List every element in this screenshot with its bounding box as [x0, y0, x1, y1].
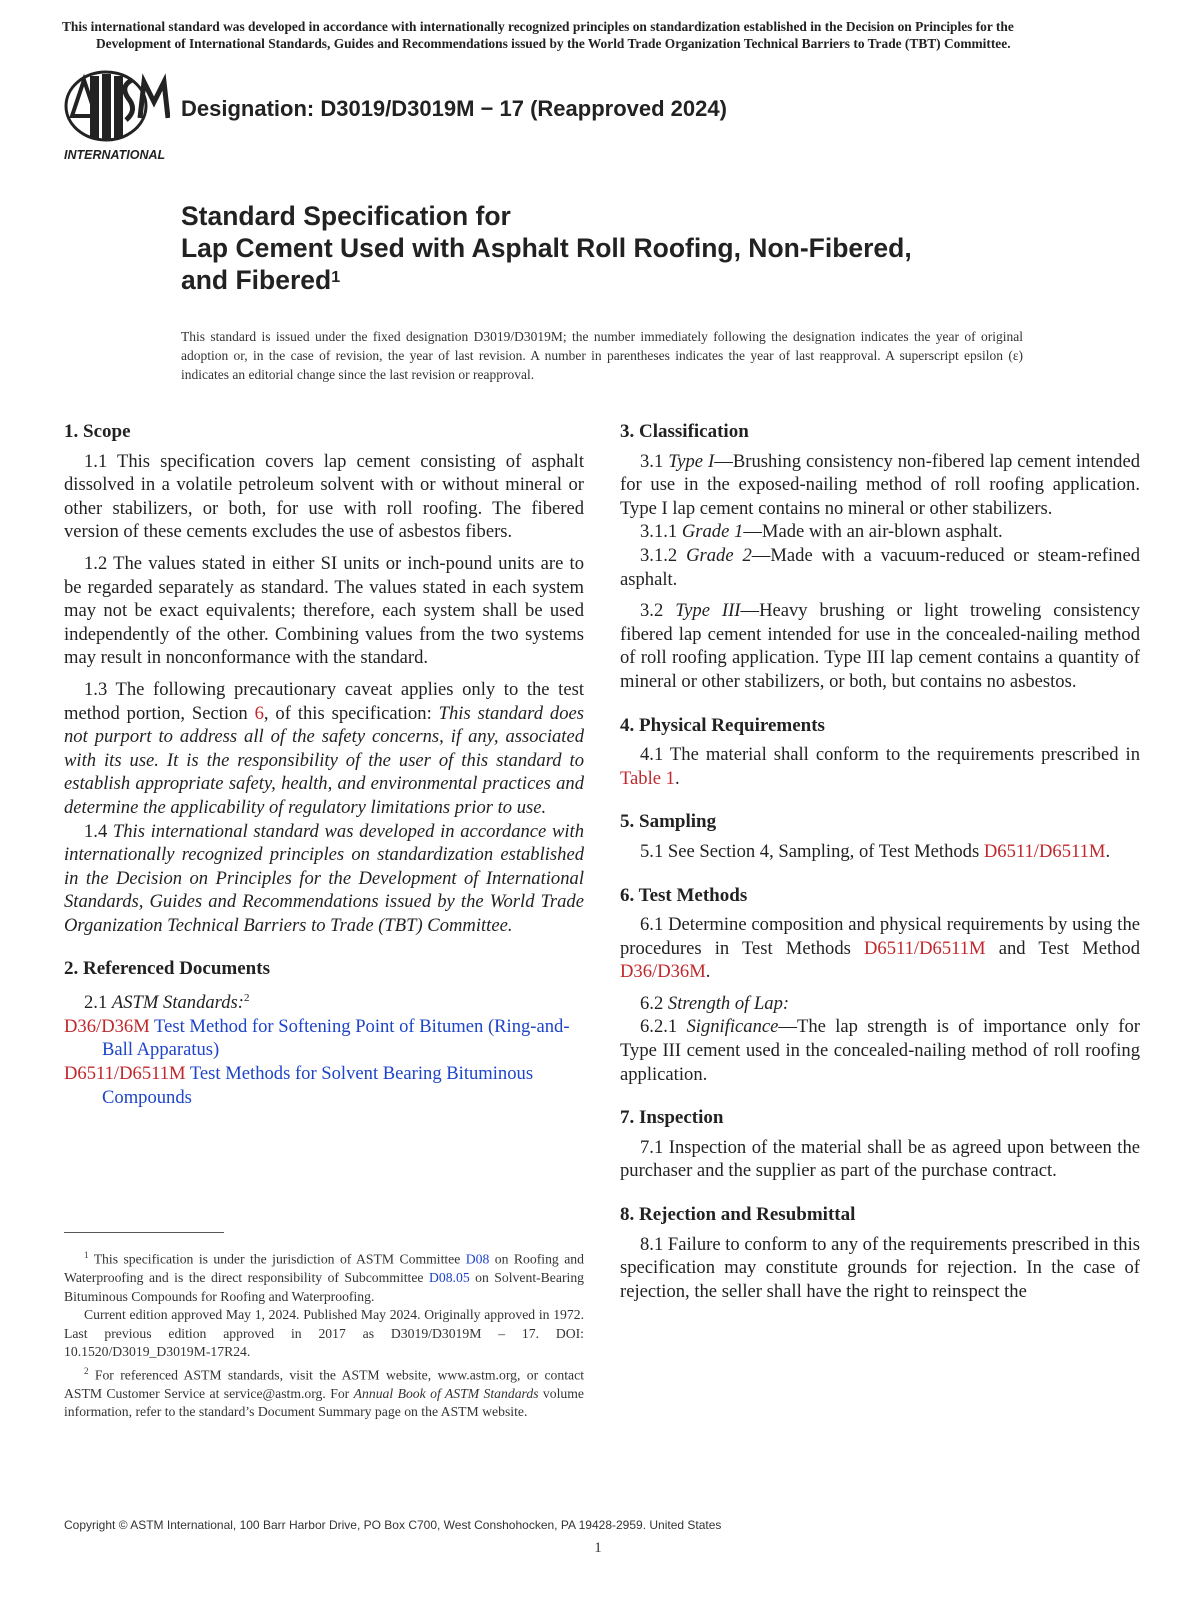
significance-label: Significance	[686, 1016, 779, 1038]
footnote-1-current-edition: Current edition approved May 1, 2024. Published May 2024. Originally approved in 1972. Last previous edition approved in 2017 as D3019/D3019M – 17. DOI: 10.1520/D3019_D3019M-17R24.	[64, 1307, 584, 1360]
astm-logo-icon	[62, 68, 170, 166]
footnote-2-text2: volume information, refer to the standard’s Document Summary page on the ASTM website.	[64, 1385, 584, 1420]
paragraph-3-1-1	[620, 520, 1140, 544]
grade-2-label: Grade 2	[686, 544, 752, 566]
wto-statement: This international standard was developed in accordance with internationally recognized principles on standardization established in the Decision on Principles for the Development of International Standards, Guides and Recommendations issued by the World Trade Organization Technical Barriers to Trade (TBT) Committee.	[64, 820, 585, 936]
document-title	[181, 200, 912, 296]
paragraph-1-4	[64, 820, 584, 938]
top-note	[62, 19, 1138, 52]
paragraph-6-2-1	[620, 1015, 1140, 1086]
footnote-1-text3: on Solvent-Bearing Bituminous Compounds for Roofing and Waterproofing.	[64, 1270, 585, 1304]
astm-logo	[62, 68, 170, 166]
right-column	[620, 420, 1140, 1303]
type-1-label: Type I	[668, 450, 715, 472]
footnote-mark-2: 2	[243, 992, 250, 1005]
title-line3: and Fibered	[181, 265, 332, 295]
d6511-link-2[interactable]: D6511/D6511M	[864, 937, 986, 959]
reference-d36-title[interactable]: Test Method for Softening Point of Bitumen (Ring-and-Ball Apparatus)	[102, 1015, 570, 1061]
astm-standards-label: ASTM Standards:	[111, 992, 244, 1014]
paragraph-6-1-text: 6.1 Determine composition and physical requirements by using the procedures in Test Methods	[620, 914, 1140, 959]
paragraph-3-1-2	[620, 544, 1140, 591]
section-heading-classification: 3. Classification	[620, 421, 749, 442]
designation: Designation: D3019/D3019M − 17 (Reapproved 2024)	[181, 96, 727, 121]
d36-link[interactable]: D36/D36M	[620, 961, 706, 983]
footnotes	[64, 1246, 584, 1422]
annual-book-title: Annual Book of ASTM Standards	[353, 1385, 539, 1401]
paragraph-3-1-1-num: 3.1.1	[640, 521, 682, 543]
section-heading-rejection: 8. Rejection and Resubmittal	[620, 1204, 856, 1226]
paragraph-4-1-end: .	[674, 767, 680, 789]
paragraph-2-1	[64, 987, 584, 1015]
title-line1: Standard Specification for	[181, 201, 511, 231]
paragraph-6-2-1-text: —The lap strength is of importance only for Type III cement used in the concealed-nailing method of roll roofing application.	[620, 1016, 1140, 1085]
subcommittee-d08-05-link[interactable]: D08.05	[428, 1270, 470, 1286]
paragraph-2-1-num: 2.1	[84, 992, 112, 1014]
title-line2: Lap Cement Used with Asphalt Roll Roofing, Non-Fibered,	[181, 233, 912, 263]
footnote-2-mark: 2	[84, 1365, 89, 1376]
footnote-1	[64, 1246, 584, 1306]
section-heading-referenced: 2. Referenced Documents	[64, 958, 270, 980]
paragraph-1-4-num: 1.4	[84, 820, 113, 842]
reference-d36[interactable]	[64, 1015, 584, 1062]
paragraph-6-2-1-num: 6.2.1	[640, 1016, 687, 1038]
paragraph-8-1: 8.1 Failure to conform to any of the requirements prescribed in this specification may constitute grounds for rejection. In the case of rejection, the seller shall have the right to reinspect the	[620, 1233, 1140, 1302]
logo-label: INTERNATIONAL	[64, 148, 166, 162]
paragraph-4-1	[620, 743, 1140, 790]
d6511-link[interactable]: D6511/D6511M	[983, 840, 1106, 862]
paragraph-3-2	[620, 599, 1140, 693]
paragraph-3-1-2-text: —Made with a vacuum-reduced or steam-refined asphalt.	[620, 544, 1140, 590]
page-number: 1	[594, 1540, 602, 1556]
title-footnote-mark: 1	[331, 269, 341, 286]
left-column	[64, 420, 584, 1109]
paragraph-6-2	[620, 992, 1140, 1016]
paragraph-1-2: 1.2 The values stated in either SI units or inch-pound units are to be regarded separately as standard. The values stated in each system may not be exact equivalents; therefore, each system shall be used independently of the other. Combining values from the two systems may result in nonconformance with the standard.	[64, 552, 584, 669]
paragraph-6-1-text2: and Test Method	[985, 937, 1141, 959]
safety-caveat: This standard does not purport to address all of the safety concerns, if any, associated with its use. It is the responsibility of the user of this standard to establish appropriate safety, health, and environmental practices and determine the applicability of regulatory limitations prior to use.	[64, 702, 584, 818]
footnote-divider	[64, 1232, 224, 1233]
paragraph-1-3	[64, 678, 584, 820]
paragraph-3-2-num: 3.2	[640, 600, 676, 622]
footnote-1-text: This specification is under the jurisdiction of ASTM Committee	[88, 1251, 466, 1267]
paragraph-1-1: 1.1 This specification covers lap cement consisting of asphalt dissolved in a volatile petroleum solvent with or without mineral or other stabilizers, or both, for use with roll roofing. The fibered version of these cements excludes the use of asbestos fibers.	[64, 450, 584, 543]
table-1-link[interactable]: Table 1	[620, 767, 675, 789]
paragraph-4-1-text: 4.1 The material shall conform to the requirements prescribed in	[640, 744, 1140, 766]
paragraph-5-1-end: .	[1105, 840, 1111, 862]
type-3-label: Type III	[675, 600, 741, 622]
footnote-1-mark: 1	[84, 1250, 89, 1260]
section-heading-scope: 1. Scope	[64, 421, 131, 442]
paragraph-6-1-end: .	[705, 961, 711, 983]
copyright: Copyright © ASTM International, 100 Barr Harbor Drive, PO Box C700, West Conshohocken, PA 19428-2959. United States	[64, 1518, 722, 1532]
paragraph-3-1-text: —Brushing consistency non-fibered lap cement intended for use in the exposed-nailing method of roll roofing application. Type I lap cement contains no mineral or other stabilizers.	[620, 450, 1141, 519]
section-heading-sampling: 5. Sampling	[620, 811, 717, 833]
strength-of-lap-label: Strength of Lap:	[667, 992, 790, 1014]
paragraph-5-1	[620, 840, 1140, 864]
issued-note: This standard is issued under the fixed designation D3019/D3019M; the number immediately following the designation indicates the year of original adoption or, in the case of revision, the year of last revision. A number in parentheses indicates the year of last reapproval. A superscript epsilon (ε) indicates an editorial change since the last revision or reapproval.	[181, 329, 1023, 382]
committee-d08-link[interactable]: D08	[465, 1251, 490, 1267]
reference-d6511-code[interactable]: D6511/D6511M	[64, 1063, 186, 1085]
section-heading-test-methods: 6. Test Methods	[620, 884, 748, 906]
paragraph-3-1	[620, 450, 1140, 521]
reference-d6511-title[interactable]: Test Methods for Solvent Bearing Bituminous Compounds	[102, 1063, 534, 1108]
grade-1-label: Grade 1	[681, 521, 744, 543]
section-heading-physical: 4. Physical Requirements	[620, 714, 825, 736]
footnote-2-text: For referenced ASTM standards, visit the ASTM website, www.astm.org, or contact ASTM Customer Service at service@astm.org. For	[64, 1367, 584, 1401]
paragraph-5-1-text: 5.1 See Section 4, Sampling, of Test Methods	[640, 840, 984, 862]
paragraph-7-1: 7.1 Inspection of the material shall be as agreed upon between the purchaser and the supplier as part of the purchase contract.	[620, 1136, 1140, 1182]
top-note-line1: This international standard was developed in accordance with internationally recognized principles on standardization established in the Decision on Principles for the	[62, 19, 1014, 34]
section-heading-inspection: 7. Inspection	[620, 1107, 724, 1129]
paragraph-3-1-1-text: —Made with an air-blown asphalt.	[743, 521, 1003, 543]
top-note-line2: Development of International Standards, Guides and Recommendations issued by the World Trade Organization Technical Barriers to Trade (TBT) Committee.	[96, 35, 1011, 51]
footnote-1-text2: on Roofing and Waterproofing and is the direct responsibility of Subcommittee	[64, 1251, 584, 1286]
paragraph-1-3-text2: , of this specification:	[263, 702, 439, 724]
reference-d6511[interactable]	[64, 1062, 584, 1109]
paragraph-3-1-num: 3.1	[640, 450, 669, 472]
section-6-link[interactable]: 6	[254, 702, 264, 724]
paragraph-6-1	[620, 913, 1140, 984]
footnote-2	[64, 1362, 584, 1422]
paragraph-3-1-2-num: 3.1.2	[640, 544, 687, 566]
reference-d36-code[interactable]: D36/D36M	[64, 1015, 150, 1037]
paragraph-1-3-text: 1.3 The following precautionary caveat applies only to the test method portion, Section	[64, 678, 584, 724]
paragraph-6-2-num: 6.2	[640, 992, 668, 1014]
paragraph-3-2-text: —Heavy brushing or light troweling consistency fibered lap cement intended for use in the concealed-nailing method of roll roofing application. Type III lap cement contains a quantity of mineral or other stabilizers, or both, but contains no asbestos.	[620, 600, 1140, 692]
